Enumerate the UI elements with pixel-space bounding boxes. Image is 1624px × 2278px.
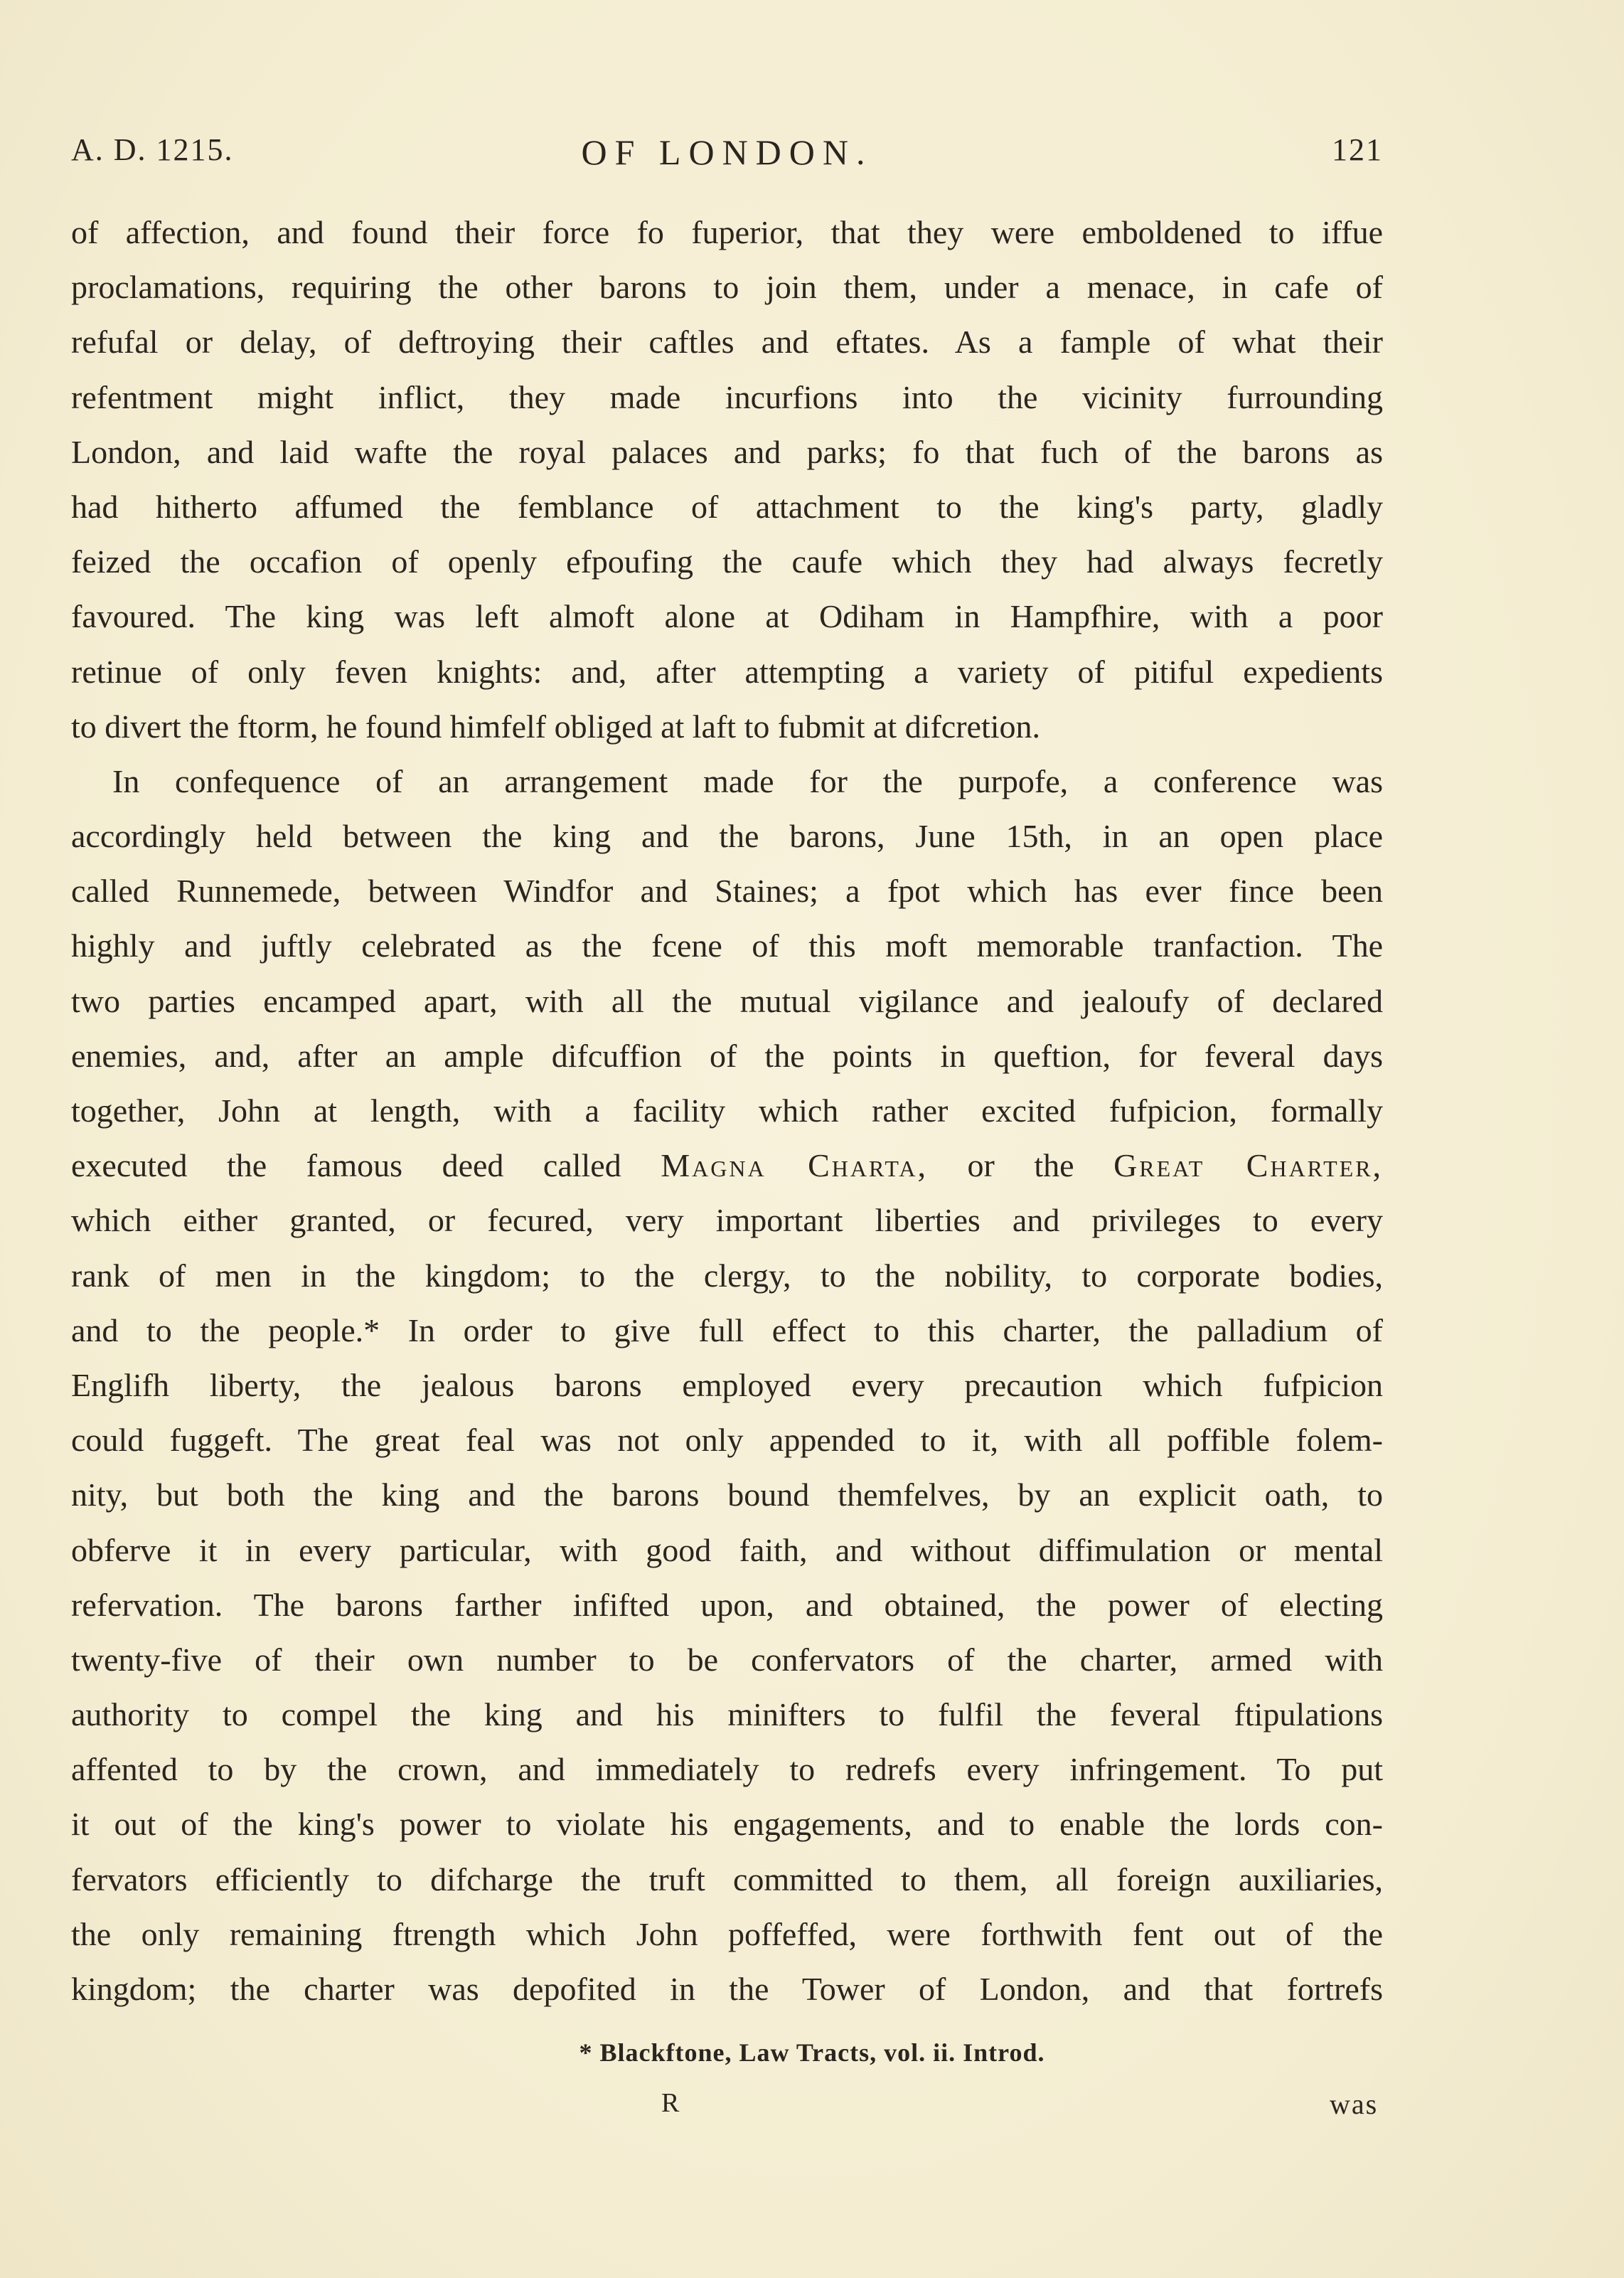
text-line: two parties encamped apart, with all the mutual vigilance and jealoufy of declared xyxy=(71,982,1383,1019)
text-line: and to the people.* In order to give full effect to this charter, the palladium of xyxy=(71,1311,1383,1348)
text-line: retinue of only feven knights: and, after attempting a variety of pitiful expedients xyxy=(71,653,1383,690)
text-line: nity, but both the king and the barons bound themfelves, by an explicit oath, to xyxy=(71,1476,1383,1513)
text-line-magna-charta xyxy=(71,1138,1383,1193)
text-line: called Runnemede, between Windfor and Staines; a fpot which has ever fince been xyxy=(71,873,1383,910)
text-line: kingdom; the charter was depofited in the Tower of London, and that fortrefs xyxy=(71,1971,1383,2007)
page-number: 121 xyxy=(1332,132,1383,167)
text-line: refervation. The barons farther infifted upon, and obtained, the power of electing xyxy=(71,1586,1383,1623)
text-line: feized the occafion of openly efpoufing the caufe which they had always fecretly xyxy=(71,543,1383,580)
text-line: accordingly held between the king and the barons, June 15th, in an open place xyxy=(71,818,1383,855)
text-line: together, John at length, with a facility which rather excited fufpicion, formally xyxy=(71,1092,1383,1129)
footnote: * Blackftone, Law Tracts, vol. ii. Introd. xyxy=(579,2038,1045,2067)
text-line: favoured. The king was left almoft alone at Odiham in Hampfhire, with a poor xyxy=(71,598,1383,635)
text-line: twenty-five of their own number to be confervators of the charter, armed with xyxy=(71,1641,1383,1678)
text-line: had hitherto affumed the femblance of attachment to the king's party, gladly xyxy=(71,488,1383,525)
text-line: London, and laid wafte the royal palaces and parks; fo that fuch of the barons as xyxy=(71,433,1383,470)
main-text xyxy=(71,205,1383,2016)
text-line: rank of men in the kingdom; to the clergy, to the nobility, to corporate bodies, xyxy=(71,1257,1383,1294)
catchword: was xyxy=(1330,2088,1379,2120)
text-line: it out of the king's power to violate his engagements, and to enable the lords con- xyxy=(71,1806,1383,1843)
text-line: obferve it in every particular, with good faith, and without diffimulation or mental xyxy=(71,1531,1383,1568)
text-line: to divert the ftorm, he found himfelf obliged at laft to fubmit at difcretion. xyxy=(71,708,1041,745)
header-year: A. D. 1215. xyxy=(71,132,234,167)
text-line: refentment might inflict, they made incurfions into the vicinity furrounding xyxy=(71,378,1383,415)
header-title: OF LONDON. xyxy=(581,132,873,172)
text-line: Englifh liberty, the jealous barons employed every precaution which fufpicion xyxy=(71,1366,1383,1403)
text-line: authority to compel the king and his minifters to fulfil the feveral ftipulations xyxy=(71,1696,1383,1733)
text-line: could fuggeft. The great feal was not only appended to it, with all poffible folem- xyxy=(71,1422,1383,1459)
running-header xyxy=(71,132,1383,181)
text-line: of affection, and found their force fo fuperior, that they were emboldened to iffue xyxy=(71,214,1383,250)
text-line: proclamations, requiring the other barons to join them, under a menace, in cafe of xyxy=(71,269,1383,306)
magna-charta-title: Magna Charta, xyxy=(661,1147,928,1184)
text-line: the only remaining ftrength which John poffeffed, were forthwith fent out of the xyxy=(71,1915,1383,1952)
text-line: affented to by the crown, and immediately to redrefs every infringement. To put xyxy=(71,1751,1383,1788)
text-line: refufal or delay, of deftroying their caftles and eftates. As a fample of what their xyxy=(71,324,1383,361)
text-segment: or the xyxy=(967,1147,1074,1184)
paragraph-start-line: In confequence of an arrangement made for the purpofe, a conference was xyxy=(112,762,1383,799)
great-charter-title: Great Charter, xyxy=(1113,1147,1384,1184)
text-line: enemies, and, after an ample difcuffion of the points in queftion, for feveral days xyxy=(71,1037,1383,1074)
signature-mark: R xyxy=(661,2088,680,2118)
text-segment: executed the famous deed called xyxy=(71,1147,621,1184)
text-line: which either granted, or fecured, very important liberties and privileges to every xyxy=(71,1202,1383,1239)
text-line: fervators efficiently to difcharge the truft committed to them, all foreign auxiliaries, xyxy=(71,1861,1383,1898)
text-line: highly and juftly celebrated as the fcene of this moft memorable tranfaction. The xyxy=(71,927,1383,964)
